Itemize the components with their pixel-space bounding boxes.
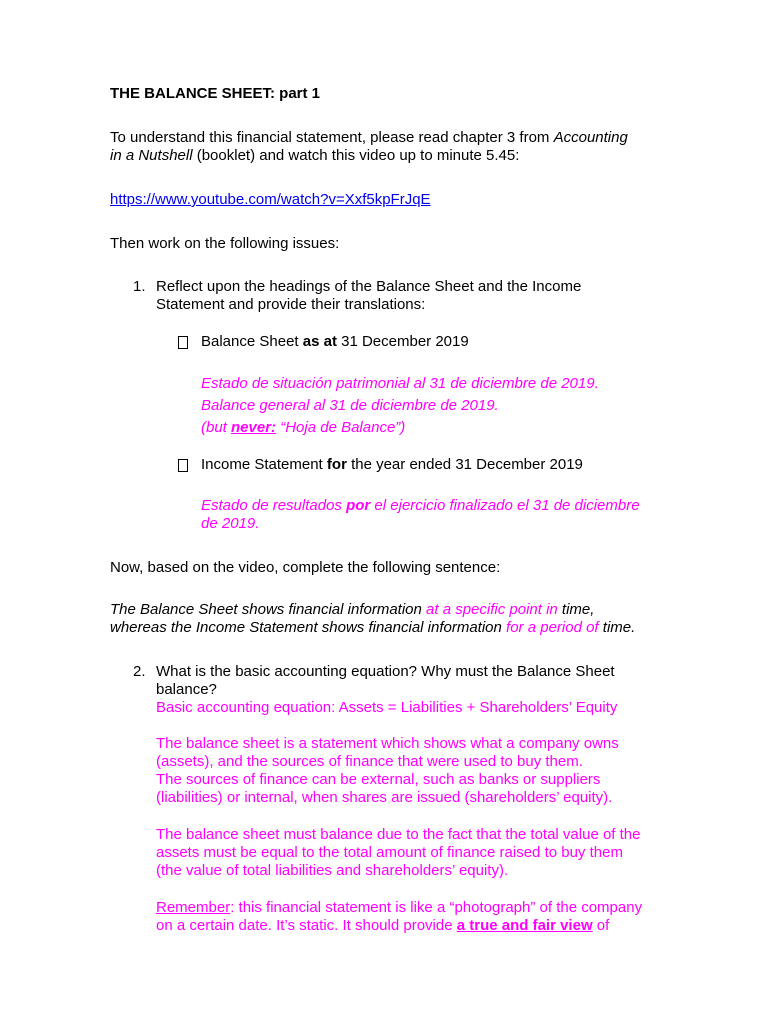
heading-text: Income Statement: [201, 456, 327, 473]
issues-intro: Then work on the following issues:: [110, 235, 340, 252]
list-number: 1.: [133, 278, 146, 295]
remember-label: Remember: [156, 899, 231, 916]
video-link-paragraph: [110, 191, 670, 209]
sentence-text: time,: [557, 601, 595, 618]
sentence-answer: for a period of: [506, 619, 599, 636]
completion-sentence: [110, 601, 670, 637]
intro-text: To understand this financial statement, please read chapter 3 from: [110, 129, 554, 146]
answer-line: The sources of finance can be external, such as banks or suppliers: [156, 771, 601, 788]
answer-text: “Hoja de Balance”): [276, 419, 406, 436]
answer-text: of: [592, 917, 610, 934]
balance-sheet-answers: [201, 373, 681, 439]
answer-line: de 2019.: [201, 515, 260, 532]
answer-emphasis: a true and fair view: [456, 917, 593, 934]
equation-answer: Basic accounting equation: Assets = Liabilities + Shareholders’ Equity: [156, 699, 618, 716]
answer-text: : this financial statement is like a “photograph” of the company: [230, 899, 643, 916]
heading-text: 31 December 2019: [336, 333, 469, 350]
sentence-answer: at a specific point in: [426, 601, 558, 618]
list-number: 2.: [133, 663, 146, 680]
answer-line: assets must be equal to the total amount of finance raised to buy them: [156, 844, 623, 861]
question-1-line: Statement and provide their translations:: [156, 296, 426, 313]
income-statement-heading: [201, 456, 681, 474]
answer-text: on a certain date. It’s static. It should provide: [156, 917, 457, 934]
answer-line: Balance general al 31 de diciembre de 2019.: [201, 397, 499, 414]
question-2-line: balance?: [156, 681, 217, 698]
income-statement-answer: [201, 497, 681, 533]
sentence-text: time.: [598, 619, 636, 636]
sentence-intro: Now, based on the video, complete the following sentence:: [110, 559, 501, 576]
answer-line: The balance sheet is a statement which shows what a company owns: [156, 735, 619, 752]
page-title: THE BALANCE SHEET: part 1: [110, 85, 321, 102]
answer-line: Estado de situación patrimonial al 31 de diciembre de 2019.: [201, 375, 599, 392]
sentence-text: The Balance Sheet shows financial information: [110, 601, 427, 618]
answer-emphasis: por: [346, 497, 371, 514]
heading-text: Balance Sheet: [201, 333, 303, 350]
answer-text: el ejercicio finalizado el 31 de diciembre: [370, 497, 640, 514]
video-link[interactable]: https://www.youtube.com/watch?v=Xxf5kpFrJqE: [110, 191, 431, 208]
answer-paragraph-1: [156, 735, 676, 807]
answer-emphasis: never:: [231, 419, 277, 436]
checkbox-icon: [178, 456, 192, 470]
checkbox-icon: [178, 333, 192, 347]
answer-line: (assets), and the sources of finance that were used to buy them.: [156, 753, 583, 770]
answer-line: (the value of total liabilities and shareholders’ equity).: [156, 862, 509, 879]
answer-text: Estado de resultados: [201, 497, 347, 514]
question-2-line: What is the basic accounting equation? Why must the Balance Sheet: [156, 663, 615, 680]
answer-line: [201, 417, 681, 439]
question-2: [156, 663, 676, 717]
answer-text: (but: [201, 419, 232, 436]
heading-bold: as at: [302, 333, 337, 350]
book-title: Accounting: [553, 129, 628, 146]
answer-line: (liabilities) or internal, when shares are issued (shareholders’ equity).: [156, 789, 613, 806]
question-1: [156, 278, 676, 314]
sentence-text: whereas the Income Statement shows financial information: [110, 619, 507, 636]
question-1-line: Reflect upon the headings of the Balance Sheet and the Income: [156, 278, 582, 295]
answer-line: The balance sheet must balance due to the fact that the total value of the: [156, 826, 641, 843]
heading-bold: for: [326, 456, 347, 473]
intro-paragraph: [110, 129, 670, 165]
remember-paragraph: [156, 899, 676, 935]
balance-sheet-heading: [201, 333, 681, 351]
intro-text: (booklet) and watch this video up to minute 5.45:: [192, 147, 520, 164]
book-title: in a Nutshell: [110, 147, 193, 164]
answer-paragraph-2: [156, 826, 676, 880]
heading-text: the year ended 31 December 2019: [346, 456, 583, 473]
